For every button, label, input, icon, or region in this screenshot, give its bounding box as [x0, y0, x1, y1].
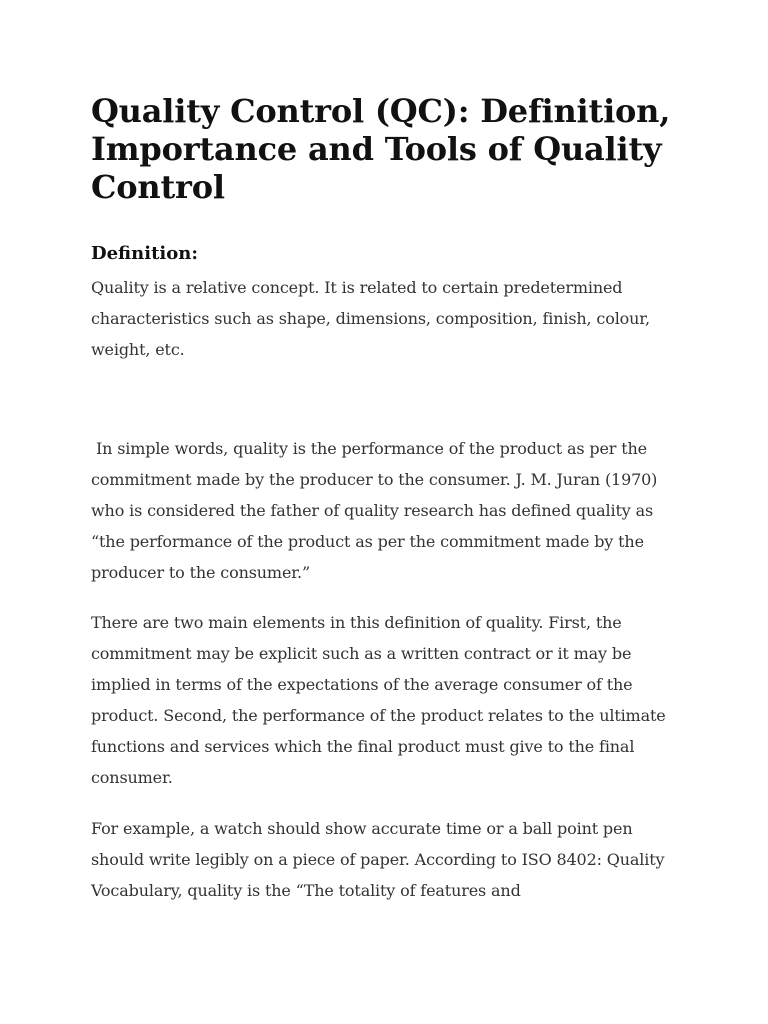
paragraph-1: Quality is a relative concept. It is related to certain predetermined characteristics such as shape, dimensions, composition, finish, colour, weight, etc.: [91, 278, 650, 359]
document-page: [91, 92, 691, 900]
section-heading-definition: Definition:: [91, 243, 198, 264]
paragraph-3: There are two main elements in this definition of quality. First, the commitment may be explicit such as a written contract or it may be implied in terms of the expectations of the average consumer of the product. Second, the performance of the product relates to the ultimate functions and services which the final product must give to the final consumer.: [91, 613, 666, 787]
paragraph-4: For example, a watch should show accurate time or a ball point pen should write legibly on a piece of paper. According to ISO 8402: Quality Vocabulary, quality is the “The totality of features and: [91, 819, 665, 900]
paragraph-2: In simple words, quality is the performance of the product as per the commitment made by the producer to the consumer. J. M. Juran (1970) who is considered the father of quality research has defined quality as “the performance of the product as per the commitment made by the producer to the consumer.”: [91, 439, 663, 582]
page-title: Quality Control (QC): Definition, Importance and Tools of Quality Control: [91, 92, 671, 206]
